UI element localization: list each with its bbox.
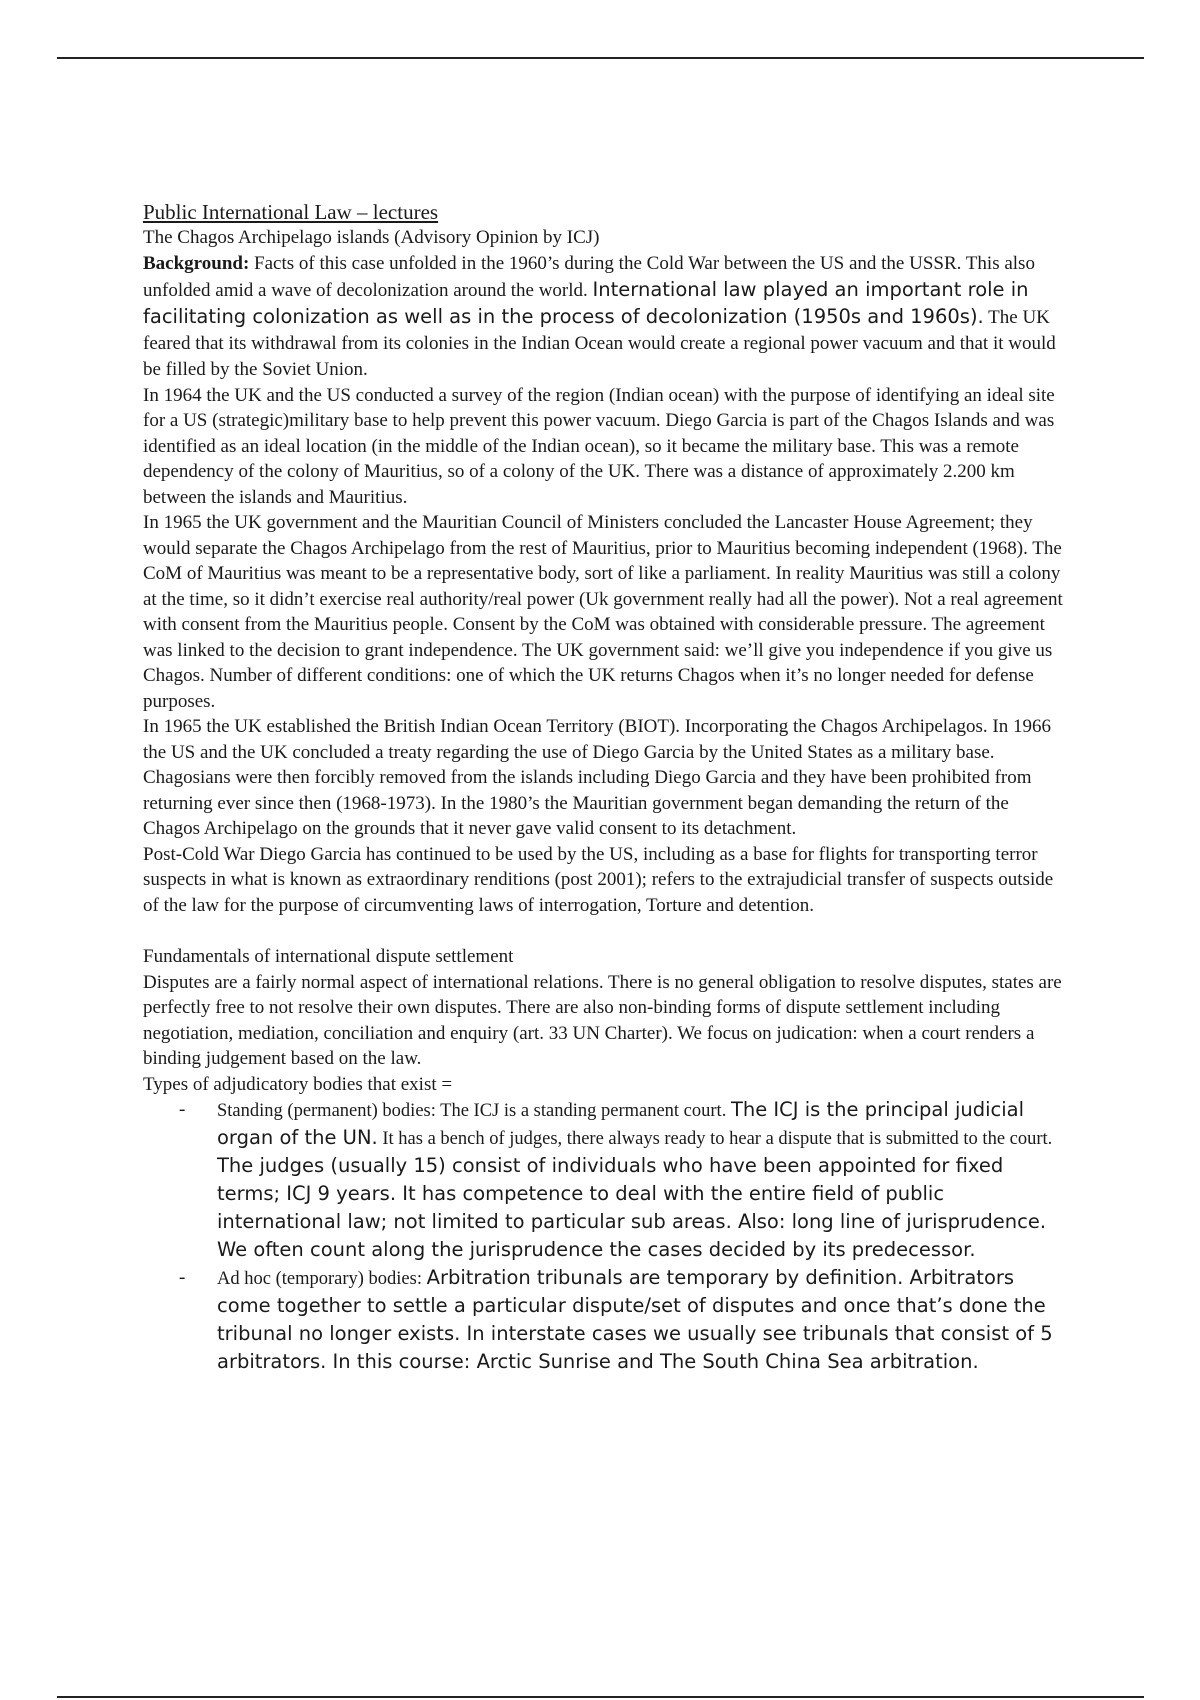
list-item-standing-bodies (143, 1097, 1063, 1265)
list-item-ad-hoc-bodies (143, 1265, 1063, 1377)
adhoc-text-sans: Arbitration tribunals are temporary by definition. Arbitrators come together to settle a particular dispute/set of disputes and once that’s done the tribunal no longer exists. In interstate cases we usually see tribunals that consist of 5 arbitrators. In this course: Arctic Sunrise and The South China Sea arbitration. (217, 1266, 1053, 1373)
standing-text-sans-2: The judges (usually 15) consist of individuals who have been appointed for fixed terms; ICJ 9 years. It has competence to deal with the entire field of public international law; not limited to particular sub areas. Also: long line of jurisprudence. We often count along the jurisprudence the cases decided by its predecessor. (217, 1154, 1047, 1261)
dash-marker: - (179, 1267, 186, 1288)
document-body (143, 199, 1063, 1377)
background-paragraph-1 (143, 251, 1063, 383)
fundamentals-heading: Fundamentals of international dispute settlement (143, 946, 514, 967)
background-text-serif: Facts of this case unfolded in the 1960’s during the Cold War between the US and the USSR. This also unfolded amid a wave of decolonization around the world. (143, 252, 1035, 301)
dash-marker: - (179, 1099, 186, 1120)
background-paragraph-5: Post-Cold War Diego Garcia has continued to be used by the US, including as a base for flights for transporting terror suspects in what is known as extraordinary renditions (post 2001); refers to the extrajudicial transfer of suspects outside of the law for the purpose of circumventing laws of interrogation, Torture and detention. (143, 843, 1054, 916)
background-text-serif-end: The UK feared that its withdrawal from its colonies in the Indian Ocean would create a regional power vacuum and that it would be filled by the Soviet Union. (143, 306, 1056, 380)
standing-text-sans-1: The ICJ is the principal judicial organ of the UN. (217, 1098, 1025, 1149)
background-paragraph-4: In 1965 the UK established the British Indian Ocean Territory (BIOT). Incorporating the Chagos Archipelagos. In 1966 the US and the UK concluded a treaty regarding the use of Diego Garcia by the United States as a military base. Chagosians were then forcibly removed from the islands including Diego Garcia and they have been prohibited from returning ever since then (1968-1973). In the 1980’s the Mauritian government began demanding the return of the Chagos Archipelago on the grounds that it never gave valid consent to its detachment. (143, 716, 1051, 839)
fundamentals-paragraph: Disputes are a fairly normal aspect of international relations. There is no general obligation to resolve disputes, states are perfectly free to not resolve their own disputes. There are also non-binding forms of dispute settlement including negotiation, mediation, conciliation and enquiry (art. 33 UN Charter). We focus on judication: when a court renders a binding judgement based on the law. (143, 971, 1062, 1069)
spacer (143, 918, 1063, 944)
case-heading: The Chagos Archipelago islands (Advisory Opinion by ICJ) (143, 227, 600, 248)
footer-rule (57, 1696, 1144, 1698)
background-label: Background: (143, 252, 250, 274)
background-text-sans: International law played an important role in facilitating colonization as well as in the process of decolonization (1950s and 1960s). (143, 277, 1029, 328)
header-rule (57, 57, 1144, 59)
types-intro: Types of adjudicatory bodies that exist = (143, 1073, 453, 1095)
standing-text-serif-1: Standing (permanent) bodies: The ICJ is a standing permanent court. (217, 1101, 731, 1121)
background-paragraph-2: In 1964 the UK and the US conducted a survey of the region (Indian ocean) with the purpose of identifying an ideal site for a US (strategic)military base to help prevent this power vacuum. Diego Garcia is part of the Chagos Islands and was identified as an ideal location (in the middle of the Indian ocean), so it became the military base. This was a remote dependency of the colony of Mauritius, so of a colony of the UK. There was a distance of approximately 2.200 km between the islands and Mauritius. (143, 384, 1055, 508)
standing-text-serif-2: It has a bench of judges, there always ready to hear a dispute that is submitted to the court. (377, 1129, 1053, 1149)
document-title: Public International Law – lectures (143, 200, 439, 224)
adhoc-text-serif: Ad hoc (temporary) bodies: (217, 1269, 427, 1289)
adjudicatory-bodies-list (143, 1097, 1063, 1377)
background-paragraph-3: In 1965 the UK government and the Mauritian Council of Ministers concluded the Lancaster House Agreement; they would separate the Chagos Archipelago from the rest of Mauritius, prior to Mauritius becoming independent (1968). The CoM of Mauritius was meant to be a representative body, sort of like a parliament. In reality Mauritius was still a colony at the time, so it didn’t exercise real authority/real power (Uk government really had all the power). Not a real agreement with consent from the Mauritius people. Consent by the CoM was obtained with considerable pressure. The agreement was linked to the decision to grant independence. The UK government said: we’ll give you independence if you give us Chagos. Number of different conditions: one of which the UK returns Chagos when it’s no longer needed for defense purposes. (143, 512, 1063, 712)
